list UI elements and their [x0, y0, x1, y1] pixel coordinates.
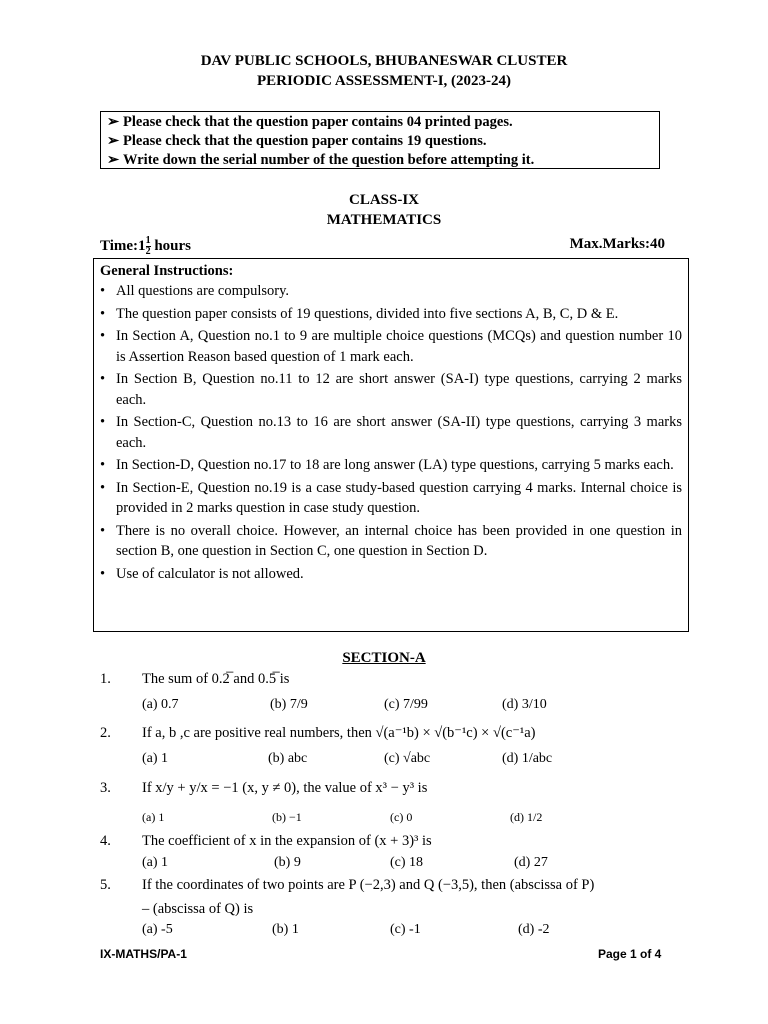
- check-note: ➢ Please check that the question paper contains 19 questions.: [107, 133, 487, 149]
- footer-code: IX-MATHS/PA-1: [100, 947, 187, 961]
- option-a: (a) 1: [142, 855, 169, 870]
- arrow-bullet-icon: ➢: [107, 114, 120, 130]
- instructions-heading: General Instructions:: [100, 263, 234, 279]
- time-marks-row: [100, 236, 665, 257]
- school-title: DAV PUBLIC SCHOOLS, BHUBANESWAR CLUSTER: [200, 53, 568, 69]
- section-a-heading: SECTION-A: [342, 650, 426, 666]
- instruction-item: • In Section-D, Question no.17 to 18 are long answer (LA) type questions, carrying 5 marks each.: [100, 455, 682, 476]
- max-marks-label: Max.Marks:40: [569, 236, 665, 252]
- option-a: (a) 1: [142, 810, 165, 824]
- instruction-item: • In Section-C, Question no.13 to 16 are short answer (SA-II) type questions, carrying 3 marks each.: [100, 412, 682, 453]
- option-b: (b) 1: [272, 922, 299, 937]
- option-c: (c) -1: [390, 922, 421, 937]
- option-d: (d) 1/2: [510, 810, 543, 824]
- instruction-item: • In Section A, Question no.1 to 9 are multiple choice questions (MCQs) and question number 10 is Assertion Reason based question of 1 mark each.: [100, 326, 682, 367]
- check-notes-box: [100, 111, 660, 169]
- page-number: Page 1 of 4: [598, 947, 662, 961]
- option-c: (c) 0: [390, 810, 413, 824]
- instruction-item: • The question paper consists of 19 questions, divided into five sections A, B, C, D & E.: [100, 304, 682, 325]
- option-a: (a) 1: [142, 751, 169, 766]
- time-label: Time:1 $\frac{1}{2}$ hours: [100, 235, 191, 257]
- instruction-item: • There is no overall choice. However, an internal choice has been provided in one question in section B, one question in Section C, one question in Section D.: [100, 521, 682, 562]
- question-paper-page: DAV PUBLIC SCHOOLS, BHUBANESWAR CLUSTER PERIODIC ASSESSMENT-I, (2023-24) ➢ Please check that the question paper contains 04 printed pages. ➢ Please check that the question paper contains 19 questions. ➢ Write down the serial number of the question before attempting it. CLASS-IX MATHEMATICS Time:1 $\frac{1}{2}$ hours Max.Marks:40 General Instructions: • All questions are compulsory. • The question paper consists of 19 questions, divided into five sections A, B, C, D & E. • In Section A, Question no.1 to 9 are multiple choice questions (MCQs) and question number 10 is Assertion Reason based question of 1 mark each. • In Section B, Question no.11 to 12 are short answer (SA-I) type questions, carrying 2 marks each. • In Section-C, Question no.13 to 16 are short answer (SA-II) type questions, carrying 3 marks each. • In Section-D, Question no.17 to 18 are long answer (LA) type questions, carrying 5 marks each. • In Section-E, Question no.19 is a case study-based question carrying 4 marks. Internal choice is provided in 2 marks question in case study question. • There is no overall choice. However, an internal choice has been provided in one question in section B, one question in Section C, one question in Section D. • Use of calculator is not allowed. SECTION-A 1. The sum of 0.2̅ and 0.5̅ is (a) 0.7 (b) 7/9 (c) 7/99 (d) 3/10 2. If a, b ,c are positive real numbers, then √(a⁻¹b) × √(b⁻¹c) × √(c⁻¹a) (a) 1 (b) abc (c) √abc (d) 1/abc 3. If x/y + y/x = −1 (x, y ≠ 0), the value of x³ − y³ is (a) 1 (b) −1 (c) 0 (d) 1/2 4. The coefficient of x in the expansion of (x + 3)³ is (a) 1 (b) 9 (c) 18 (d) 27 5. If the coordinates of two points are P (−2,3) and Q (−3,5), then (abscissa of P) – (abscissa of Q) is (a) -5 (b) 1 (c) -1 (d) -2 IX-MATHS/PA-1 Page 1 of 4: [0, 0, 768, 1024]
- subject-label: MATHEMATICS: [326, 212, 442, 228]
- check-note: ➢ Please check that the question paper contains 04 printed pages.: [107, 114, 513, 130]
- option-d: (d) 1/abc: [502, 751, 553, 766]
- option-c: (c) √abc: [384, 751, 431, 766]
- option-b: (b) 7/9: [270, 697, 308, 712]
- general-instructions-box: [93, 258, 689, 632]
- exam-title: PERIODIC ASSESSMENT-I, (2023-24): [256, 73, 512, 89]
- class-label: CLASS-IX: [348, 192, 420, 208]
- option-c: (c) 7/99: [384, 697, 428, 712]
- arrow-bullet-icon: ➢: [107, 152, 120, 168]
- option-b: (b) −1: [272, 810, 302, 824]
- instruction-item: • All questions are compulsory.: [100, 281, 682, 302]
- instruction-item: • Use of calculator is not allowed.: [100, 564, 682, 585]
- option-a: (a) 0.7: [142, 697, 179, 712]
- check-note: ➢ Write down the serial number of the question before attempting it.: [107, 152, 535, 168]
- option-c: (c) 18: [390, 855, 424, 870]
- option-b: (b) abc: [268, 751, 308, 766]
- option-d: (d) 3/10: [502, 697, 547, 712]
- instruction-item: • In Section-E, Question no.19 is a case study-based question carrying 4 marks. Internal choice is provided in 2 marks question in case study question.: [100, 478, 682, 519]
- option-b: (b) 9: [274, 855, 301, 870]
- arrow-bullet-icon: ➢: [107, 133, 120, 149]
- instruction-item: • In Section B, Question no.11 to 12 are short answer (SA-I) type questions, carrying 2 marks each.: [100, 369, 682, 410]
- option-d: (d) -2: [518, 922, 550, 937]
- option-a: (a) -5: [142, 922, 173, 937]
- option-d: (d) 27: [514, 855, 548, 870]
